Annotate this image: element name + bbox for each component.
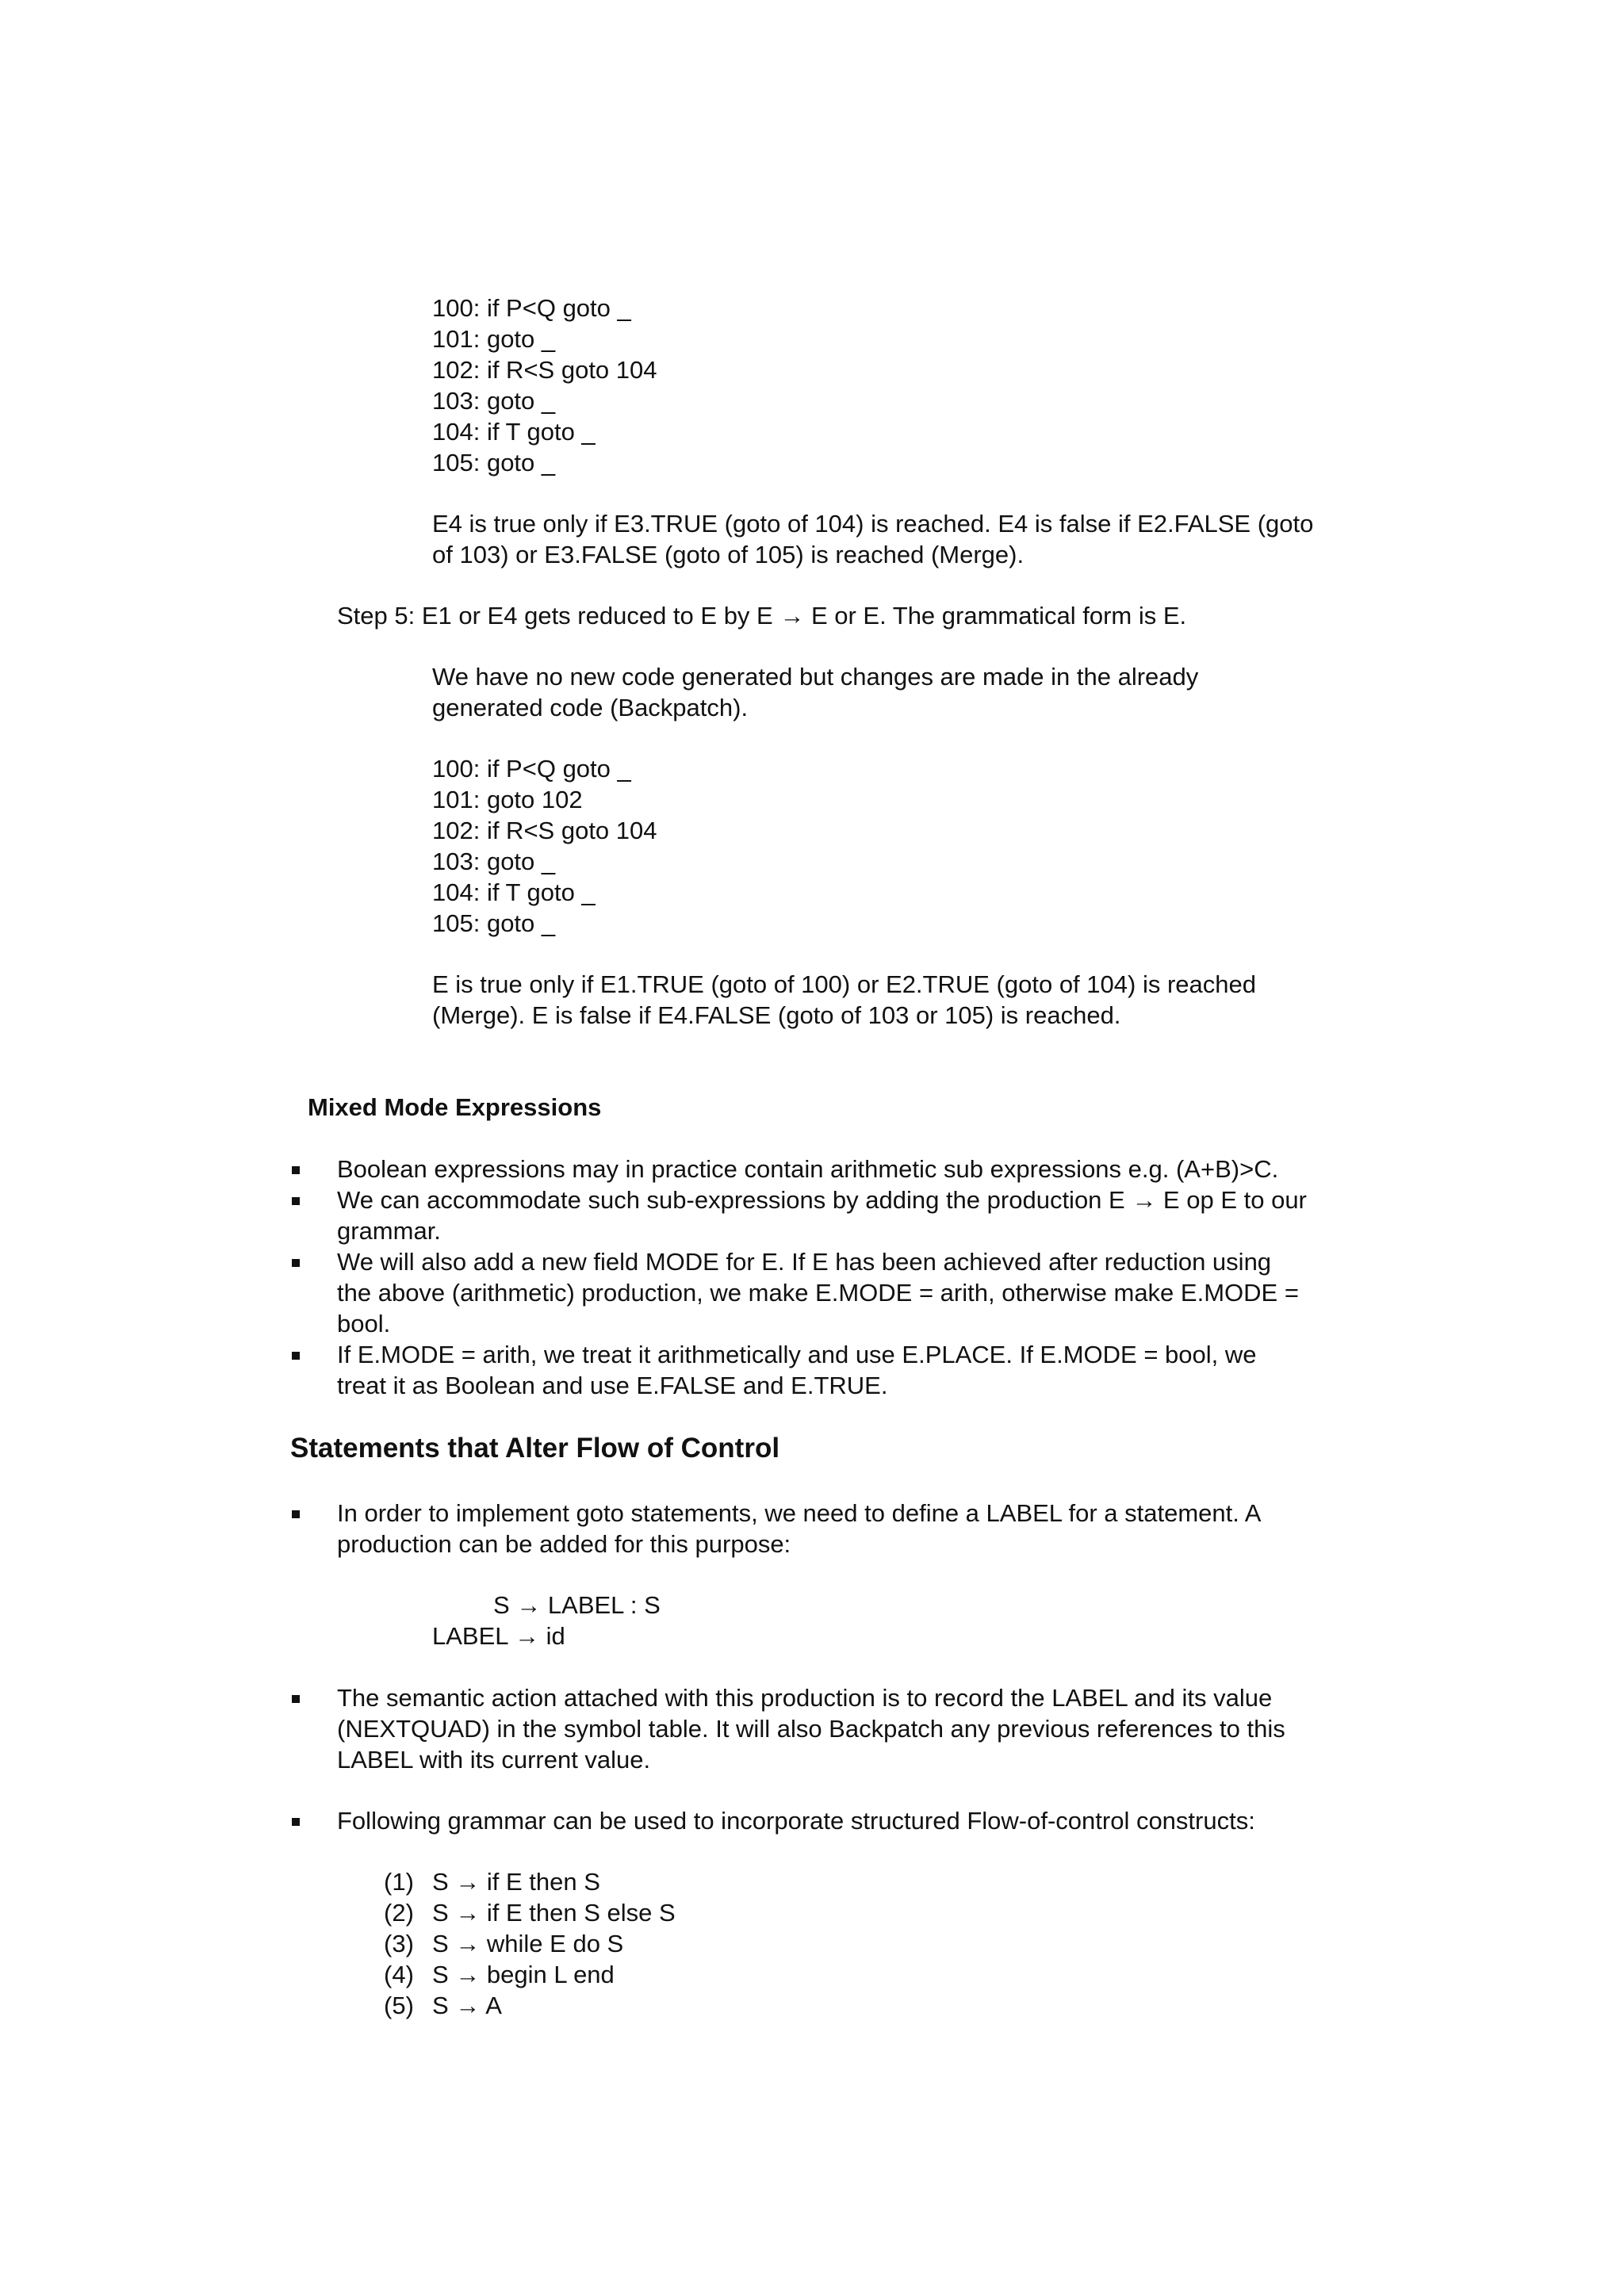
grammar-number: (4)	[384, 1961, 414, 1988]
bullet-text: (NEXTQUAD) in the symbol table. It will also Backpatch any previous references to this	[337, 1715, 1285, 1743]
grammar-rule: S → while E do S	[432, 1930, 624, 1957]
bullet-text: production can be added for this purpose:	[337, 1530, 791, 1558]
production-label-id: LABEL → id	[432, 1622, 565, 1650]
bullet-marker	[292, 1352, 300, 1360]
code-line: 104: if T goto _	[432, 878, 596, 906]
code-line: 102: if R<S goto 104	[432, 817, 657, 844]
bullet-text: We can accommodate such sub-expressions by adding the production E → E op E to our	[337, 1186, 1307, 1214]
paragraph-line: generated code (Backpatch).	[432, 694, 749, 721]
section-heading-mixed-mode: Mixed Mode Expressions	[308, 1093, 602, 1121]
production-label-statement: S → LABEL : S	[493, 1591, 661, 1619]
paragraph-line: E is true only if E1.TRUE (goto of 100) or E2.TRUE (goto of 104) is reached	[432, 970, 1256, 998]
grammar-number: (5)	[384, 1992, 414, 2019]
grammar-rule: S → begin L end	[432, 1961, 615, 1988]
bullet-text: Boolean expressions may in practice contain arithmetic sub expressions e.g. (A+B)>C.	[337, 1155, 1279, 1183]
bullet-text: the above (arithmetic) production, we make E.MODE = arith, otherwise make E.MODE =	[337, 1279, 1299, 1307]
code-line: 101: goto 102	[432, 786, 583, 813]
code-line: 100: if P<Q goto _	[432, 294, 631, 322]
bullet-text: grammar.	[337, 1217, 441, 1245]
code-line: 101: goto _	[432, 325, 556, 353]
bullet-text: The semantic action attached with this production is to record the LABEL and its value	[337, 1684, 1273, 1712]
bullet-text: Following grammar can be used to incorporate structured Flow-of-control constructs:	[337, 1807, 1255, 1835]
bullet-text: LABEL with its current value.	[337, 1746, 651, 1774]
paragraph-line: E4 is true only if E3.TRUE (goto of 104) is reached. E4 is false if E2.FALSE (goto	[432, 510, 1314, 538]
code-line: 105: goto _	[432, 909, 556, 937]
code-line: 103: goto _	[432, 387, 556, 415]
code-line: 100: if P<Q goto _	[432, 755, 631, 783]
grammar-number: (3)	[384, 1930, 414, 1957]
grammar-rule: S → if E then S else S	[432, 1899, 676, 1927]
bullet-marker	[292, 1197, 300, 1205]
bullet-marker	[292, 1259, 300, 1267]
paragraph-line: of 103) or E3.FALSE (goto of 105) is reached (Merge).	[432, 541, 1025, 568]
bullet-text: treat it as Boolean and use E.FALSE and E.TRUE.	[337, 1372, 888, 1399]
bullet-marker	[292, 1510, 300, 1518]
paragraph-line: (Merge). E is false if E4.FALSE (goto of 103 or 105) is reached.	[432, 1001, 1121, 1029]
section-heading-flow-of-control: Statements that Alter Flow of Control	[290, 1433, 780, 1464]
paragraph-line: We have no new code generated but changes are made in the already	[432, 663, 1199, 691]
grammar-number: (1)	[384, 1868, 414, 1896]
code-line: 104: if T goto _	[432, 418, 596, 446]
bullet-text: In order to implement goto statements, we need to define a LABEL for a statement. A	[337, 1499, 1262, 1527]
code-line: 105: goto _	[432, 449, 556, 476]
bullet-marker	[292, 1818, 300, 1826]
code-line: 102: if R<S goto 104	[432, 356, 657, 384]
bullet-text: bool.	[337, 1310, 391, 1337]
grammar-number: (2)	[384, 1899, 414, 1927]
bullet-marker	[292, 1695, 300, 1703]
step-5-text: Step 5: E1 or E4 gets reduced to E by E → E or E. The grammatical form is E.	[337, 602, 1187, 629]
bullet-text: We will also add a new field MODE for E. If E has been achieved after reduction using	[337, 1248, 1272, 1276]
code-line: 103: goto _	[432, 848, 556, 875]
grammar-rule: S → if E then S	[432, 1868, 600, 1896]
bullet-marker	[292, 1166, 300, 1174]
bullet-text: If E.MODE = arith, we treat it arithmetically and use E.PLACE. If E.MODE = bool, we	[337, 1341, 1257, 1368]
grammar-rule: S → A	[432, 1992, 502, 2019]
